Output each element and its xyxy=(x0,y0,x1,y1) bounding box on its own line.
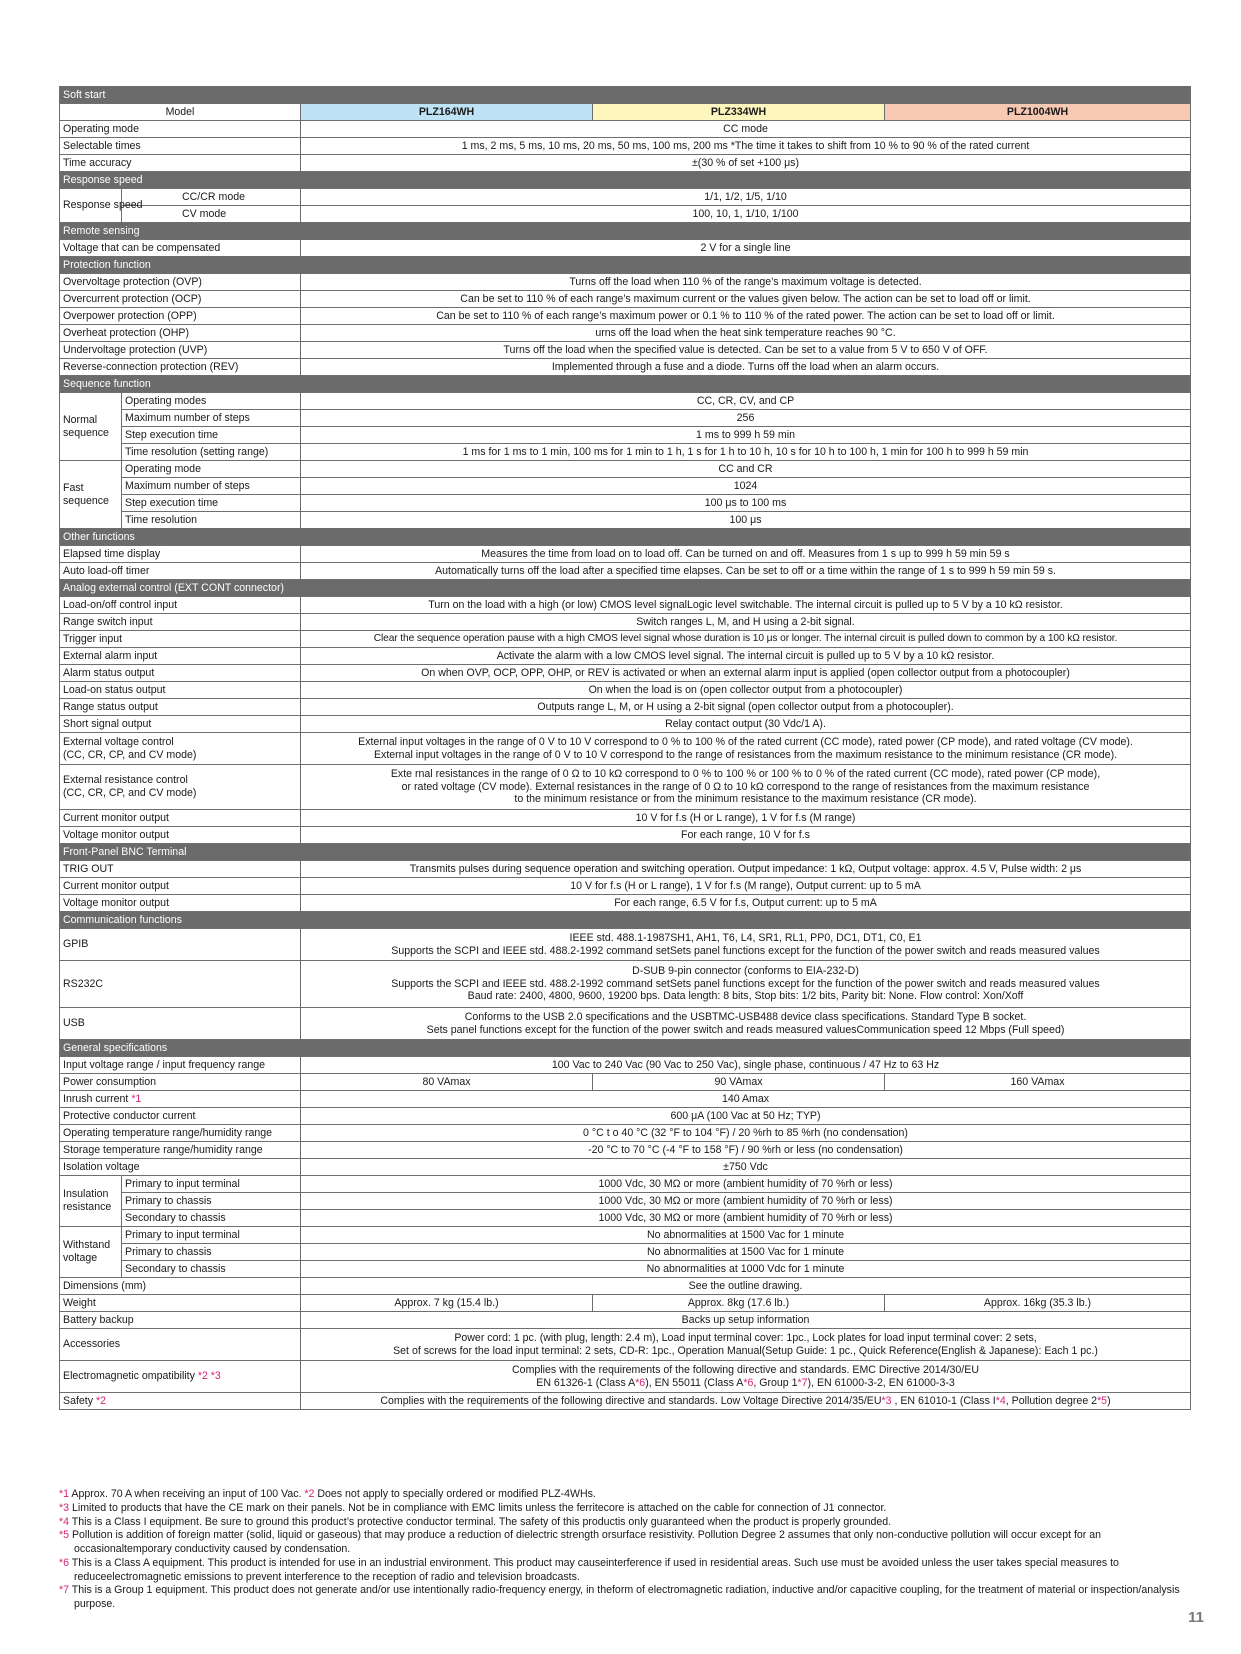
spec-row xyxy=(60,512,1191,529)
row-label: TRIG OUT xyxy=(60,861,301,878)
row-label: Elapsed time display xyxy=(60,546,301,563)
footnote xyxy=(59,1557,1190,1585)
spec-row xyxy=(60,648,1191,665)
row-value: Switch ranges L, M, and H using a 2-bit signal. xyxy=(301,614,1191,631)
row-value: Turns off the load when the specified value is detected. Can be set to a value from 5 V to 650 V of OFF. xyxy=(301,342,1191,359)
spec-row xyxy=(60,827,1191,844)
footnote-mark: *7 xyxy=(59,1584,70,1597)
row-label: Short signal output xyxy=(60,716,301,733)
footnote-mark: *2 *3 xyxy=(197,1370,221,1383)
section-title: Other functions xyxy=(60,529,1191,546)
footnote-text: Does not apply to specially ordered or modified PLZ-4WHs. xyxy=(314,1488,596,1500)
spec-row xyxy=(60,1227,1191,1244)
spec-row xyxy=(60,614,1191,631)
section-sequence xyxy=(60,376,1191,393)
row-value: Clear the sequence operation pause with a high CMOS level signal whose duration is 10 μs or longer. The internal circuit is pulled down to common by a 100 kΩ resistor. xyxy=(301,631,1191,648)
row-label: Primary to input terminal xyxy=(122,1176,301,1193)
row-value: 2 V for a single line xyxy=(301,240,1191,257)
row-value: 100 μs to 100 ms xyxy=(301,495,1191,512)
row-label: Step execution time xyxy=(122,427,301,444)
spec-row xyxy=(60,878,1191,895)
row-label: Accessories xyxy=(60,1329,301,1361)
row-value: 10 V for f.s (H or L range), 1 V for f.s (M range), Output current: up to 5 mA xyxy=(301,878,1191,895)
spec-row xyxy=(60,155,1191,172)
spec-row xyxy=(60,1091,1191,1108)
section-title: Response speed xyxy=(60,172,1191,189)
row-value: urns off the load when the heat sink temperature reaches 90 °C. xyxy=(301,325,1191,342)
row-value: Turn on the load with a high (or low) CMOS level signalLogic level switchable. The internal circuit is pulled up to 5 V by a 10 kΩ resistor. xyxy=(301,597,1191,614)
page-number: 11 xyxy=(1188,1609,1204,1626)
row-label: Trigger input xyxy=(60,631,301,648)
row-label: Dimensions (mm) xyxy=(60,1278,301,1295)
row-label: Alarm status output xyxy=(60,665,301,682)
spec-row xyxy=(60,274,1191,291)
value-plz334wh: Approx. 8kg (17.6 lb.) xyxy=(593,1295,885,1312)
section-bnc-terminal xyxy=(60,844,1191,861)
group-label: Response speed xyxy=(60,189,122,223)
row-label: Weight xyxy=(60,1295,301,1312)
spec-row xyxy=(60,1278,1191,1295)
row-value: For each range, 6.5 V for f.s, Output current: up to 5 mA xyxy=(301,895,1191,912)
row-value: CC, CR, CV, and CP xyxy=(301,393,1191,410)
row-value: 1024 xyxy=(301,478,1191,495)
label-line: (CC, CR, CP, and CV mode) xyxy=(63,787,197,799)
section-communication xyxy=(60,912,1191,929)
spec-row xyxy=(60,308,1191,325)
row-value: On when OVP, OCP, OPP, OHP, or REV is activated or when an external alarm input is applied (open collector output from a photocoupler) xyxy=(301,665,1191,682)
row-label: Overheat protection (OHP) xyxy=(60,325,301,342)
row-label xyxy=(122,189,301,206)
footnote-text: This is a Group 1 equipment. This product does not generate and/or use intentionally radio-frequency energy, in theform of electromagnetic radiation, inductive and/or capacitive coupling, for the treatment of material or inspection/analysis purpose. xyxy=(69,1584,1180,1611)
group-label: Normal sequence xyxy=(60,393,122,461)
row-label: USB xyxy=(60,1008,301,1040)
spec-row xyxy=(60,478,1191,495)
value-line: IEEE std. 488.1-1987SH1, AH1, T6, L4, SR1, RL1, PP0, DC1, DT1, C0, E1 xyxy=(569,931,922,944)
footnote-mark: *3 xyxy=(59,1501,70,1514)
spec-row xyxy=(60,495,1191,512)
spec-row xyxy=(60,929,1191,961)
footnote-mark: *1 xyxy=(59,1488,70,1500)
row-label: Primary to chassis xyxy=(122,1244,301,1261)
spec-row xyxy=(60,1108,1191,1125)
section-analog-control xyxy=(60,580,1191,597)
footnote-mark: *3 xyxy=(881,1394,892,1407)
value-line: Baud rate: 2400, 4800, 9600, 19200 bps. Data length: 8 bits, Stop bits: 1/2 bits, Parity bit: None. Flow control: Xon/Xoff xyxy=(467,990,1024,1003)
row-label: Voltage monitor output xyxy=(60,827,301,844)
value-line: Conforms to the USB 2.0 specifications and the USBTMC-USB488 device class specifications. Standard Type B socket. xyxy=(464,1010,1027,1023)
spec-row xyxy=(60,240,1191,257)
row-label: Voltage monitor output xyxy=(60,895,301,912)
row-value: CC mode xyxy=(301,121,1191,138)
section-soft-start xyxy=(60,87,1191,104)
row-value: Can be set to 110 % of each range’s maximum current or the values given below. The action can be set to load off or limit. xyxy=(301,291,1191,308)
value-text: , Group 1 xyxy=(753,1376,798,1389)
row-value xyxy=(301,1329,1191,1361)
spec-row xyxy=(60,895,1191,912)
row-label: Operating modes xyxy=(122,393,301,410)
row-value xyxy=(301,961,1191,1008)
row-value: 100 Vac to 240 Vac (90 Vac to 250 Vac), single phase, continuous / 47 Hz to 63 Hz xyxy=(301,1057,1191,1074)
row-label: Storage temperature range/humidity range xyxy=(60,1142,301,1159)
footnote xyxy=(59,1529,1190,1557)
row-value: On when the load is on (open collector output from a photocoupler) xyxy=(301,682,1191,699)
row-label: Load-on status output xyxy=(60,682,301,699)
row-value: 600 μA (100 Vac at 50 Hz; TYP) xyxy=(301,1108,1191,1125)
footnote-mark: *2 xyxy=(96,1394,107,1407)
row-label: Input voltage range / input frequency range xyxy=(60,1057,301,1074)
section-title: Communication functions xyxy=(60,912,1191,929)
spec-row xyxy=(60,546,1191,563)
row-value: 1 ms, 2 ms, 5 ms, 10 ms, 20 ms, 50 ms, 100 ms, 200 ms *The time it takes to shift from 10 % to 90 % of the rated current xyxy=(301,138,1191,155)
spec-row xyxy=(60,699,1191,716)
row-label xyxy=(60,1393,301,1410)
row-label: Power consumption xyxy=(60,1074,301,1091)
value-plz1004wh: Approx. 16kg (35.3 lb.) xyxy=(885,1295,1191,1312)
row-value: No abnormalities at 1500 Vac for 1 minute xyxy=(301,1227,1191,1244)
row-label xyxy=(60,765,301,810)
spec-row xyxy=(60,427,1191,444)
spec-row xyxy=(60,765,1191,810)
section-title: Soft start xyxy=(60,87,1191,104)
spec-row xyxy=(60,1074,1191,1091)
spec-row xyxy=(60,206,1191,223)
spec-row xyxy=(60,1295,1191,1312)
spec-row xyxy=(60,138,1191,155)
spec-row xyxy=(60,1261,1191,1278)
value-line: Supports the SCPI and IEEE std. 488.2-1992 command setSets panel functions except for the function of the power switch and reads measured values xyxy=(391,944,1100,957)
row-value: Activate the alarm with a low CMOS level signal. The internal circuit is pulled up to 5 V by a 10 kΩ resistor. xyxy=(301,648,1191,665)
row-value xyxy=(301,929,1191,961)
spec-row xyxy=(60,325,1191,342)
row-value: CC and CR xyxy=(301,461,1191,478)
row-label: Secondary to chassis xyxy=(122,1261,301,1278)
row-value: 1/1, 1/2, 1/5, 1/10 xyxy=(301,189,1191,206)
row-label: Overvoltage protection (OVP) xyxy=(60,274,301,291)
row-value: Relay contact output (30 Vdc/1 A). xyxy=(301,716,1191,733)
row-label: Maximum number of steps xyxy=(122,410,301,427)
row-label xyxy=(122,206,301,223)
row-value: Backs up setup information xyxy=(301,1312,1191,1329)
row-value: 1000 Vdc, 30 MΩ or more (ambient humidity of 70 %rh or less) xyxy=(301,1210,1191,1227)
row-label: Operating temperature range/humidity range xyxy=(60,1125,301,1142)
row-value: No abnormalities at 1000 Vdc for 1 minute xyxy=(301,1261,1191,1278)
spec-row xyxy=(60,1057,1191,1074)
row-label: Overpower protection (OPP) xyxy=(60,308,301,325)
row-value: 256 xyxy=(301,410,1191,427)
row-label: Time accuracy xyxy=(60,155,301,172)
spec-row xyxy=(60,563,1191,580)
value-text: Complies with the requirements of the following directive and standards. Low Voltage Directive 2014/35/EU xyxy=(380,1394,882,1407)
footnote-mark: *4 xyxy=(59,1515,70,1528)
spec-row xyxy=(60,121,1191,138)
row-value: 1000 Vdc, 30 MΩ or more (ambient humidity of 70 %rh or less) xyxy=(301,1193,1191,1210)
row-label: Range status output xyxy=(60,699,301,716)
footnote-text: Pollution is addition of foreign matter (solid, liquid or gaseous) that may produce a reduction of dielectric strength orsurface resistivity. Pollution Degree 2 assumes that only non-conductive pollution will occur except for an occasionaltemporary conductivity caused by condensation. xyxy=(69,1529,1102,1556)
spec-row xyxy=(60,1193,1191,1210)
spec-row xyxy=(60,665,1191,682)
row-label: Battery backup xyxy=(60,1312,301,1329)
value-text: , EN 61010-1 (Class I xyxy=(891,1394,996,1407)
row-value: For each range, 10 V for f.s xyxy=(301,827,1191,844)
value-text: ) xyxy=(1107,1394,1111,1407)
row-label: External alarm input xyxy=(60,648,301,665)
footnote-mark: *6 xyxy=(635,1376,646,1389)
model-plz1004wh: PLZ1004WH xyxy=(885,104,1191,121)
row-label: Primary to input terminal xyxy=(122,1227,301,1244)
label-line: External resistance control xyxy=(63,774,188,787)
value-plz334wh: 90 VAmax xyxy=(593,1074,885,1091)
row-value: Can be set to 110 % of each range’s maximum power or 0.1 % to 110 % of the rated power. The action can be set to load off or limit. xyxy=(301,308,1191,325)
section-title: Remote sensing xyxy=(60,223,1191,240)
label-text: Inrush current xyxy=(63,1092,129,1105)
value-plz164wh: 80 VAmax xyxy=(301,1074,593,1091)
row-value: No abnormalities at 1500 Vac for 1 minute xyxy=(301,1244,1191,1261)
value-line: Supports the SCPI and IEEE std. 488.2-1992 command setSets panel functions except for the function of the power switch and reads measured values xyxy=(391,977,1100,990)
row-label: Operating mode xyxy=(122,461,301,478)
value-line: Set of screws for the load input terminal: 2 sets, CD-R: 1pc., Operation Manual(Setup Guide: 1 pc., Quick Reference(English & Japanese): Each 1 pc.) xyxy=(393,1344,1098,1357)
footnote-mark: *5 xyxy=(59,1529,70,1542)
row-label: Reverse-connection protection (REV) xyxy=(60,359,301,376)
row-label: GPIB xyxy=(60,929,301,961)
group-label: Insulation resistance xyxy=(60,1176,122,1227)
row-label: Time resolution xyxy=(122,512,301,529)
row-value: Automatically turns off the load after a specified time elapses. Can be set to off or a time within the range of 1 s to 999 h 59 min 59 s. xyxy=(301,563,1191,580)
value-line: External input voltages in the range of 0 V to 10 V correspond to 0 % to 100 % of the rated current (CC mode), rated power (CP mode), and rated voltage (CV mode). xyxy=(358,735,1133,748)
section-title: Protection function xyxy=(60,257,1191,274)
footnote-text: This is a Class A equipment. This product is intended for use in an industrial environment. This product may causeinterference if used in residential areas. Such use must be avoided unless the user takes special measures to reduceelectromagnetic emissions to prevent interference to the reception of radio and television broadcasts. xyxy=(69,1556,1119,1583)
model-label: Model xyxy=(60,104,301,121)
row-label: Undervoltage protection (UVP) xyxy=(60,342,301,359)
spec-row xyxy=(60,461,1191,478)
row-value: 1000 Vdc, 30 MΩ or more (ambient humidity of 70 %rh or less) xyxy=(301,1176,1191,1193)
model-plz164wh: PLZ164WH xyxy=(301,104,593,121)
row-value xyxy=(301,733,1191,765)
section-response-speed xyxy=(60,172,1191,189)
model-plz334wh: PLZ334WH xyxy=(593,104,885,121)
section-title: Front-Panel BNC Terminal xyxy=(60,844,1191,861)
section-other-functions xyxy=(60,529,1191,546)
footnote-mark: *5 xyxy=(1097,1394,1108,1407)
footnote xyxy=(59,1488,1190,1502)
row-label: Current monitor output xyxy=(60,810,301,827)
footnote xyxy=(59,1502,1190,1516)
label-text: Safety xyxy=(63,1394,94,1407)
label-line: External voltage control xyxy=(63,735,174,748)
value-text: EN 61326-1 (Class A xyxy=(536,1376,636,1389)
row-value: Transmits pulses during sequence operation and switching operation. Output impedance: 1 kΩ, Output voltage: approx. 4.5 V, Pulse width: 2 μs xyxy=(301,861,1191,878)
group-label: Fast sequence xyxy=(60,461,122,529)
spec-row xyxy=(60,410,1191,427)
row-label xyxy=(60,733,301,765)
row-value: 0 °C t o 40 °C (32 °F to 104 °F) / 20 %rh to 85 %rh (no condensation) xyxy=(301,1125,1191,1142)
value-line: D-SUB 9-pin connector (conforms to EIA-232-D) xyxy=(632,964,859,977)
footnote-text: Limited to products that have the CE mark on their panels. Not be in compliance with EMC limits unless the ferritecore is attached on the cable for connection of J1 connector. xyxy=(69,1501,887,1514)
row-label: Load-on/off control input xyxy=(60,597,301,614)
footnotes xyxy=(59,1488,1190,1612)
value-line: Sets panel functions except for the function of the power switch and reads measured valuesCommunication speed 12 Mbps (Full speed) xyxy=(426,1023,1065,1036)
footnote-mark: *6 xyxy=(59,1556,70,1569)
row-value xyxy=(301,1361,1191,1393)
row-value: ±750 Vdc xyxy=(301,1159,1191,1176)
row-label: Protective conductor current xyxy=(60,1108,301,1125)
footnote xyxy=(59,1584,1190,1612)
section-protection xyxy=(60,257,1191,274)
spec-row xyxy=(60,1142,1191,1159)
value-plz1004wh: 160 VAmax xyxy=(885,1074,1191,1091)
footnote-mark: *4 xyxy=(995,1394,1006,1407)
section-title: Sequence function xyxy=(60,376,1191,393)
row-label: Primary to chassis xyxy=(122,1193,301,1210)
row-label: Step execution time xyxy=(122,495,301,512)
row-label: RS232C xyxy=(60,961,301,1008)
spec-row xyxy=(60,1125,1191,1142)
footnote-text: Approx. 70 A when receiving an input of 100 Vac. xyxy=(69,1488,305,1500)
spec-table xyxy=(59,86,1191,1410)
spec-row xyxy=(60,393,1191,410)
label-line: (CC, CR, CP, and CV mode) xyxy=(63,748,197,761)
row-label-text: CV mode xyxy=(182,207,227,220)
value-line: or rated voltage (CV mode). External resistances in the range of 0 Ω to 10 kΩ correspond to the range of resistances from the maximum resistance xyxy=(401,780,1090,793)
row-value: 10 V for f.s (H or L range), 1 V for f.s (M range) xyxy=(301,810,1191,827)
section-remote-sensing xyxy=(60,223,1191,240)
value-line: Exte rnal resistances in the range of 0 Ω to 10 kΩ correspond to 0 % to 100 % or 100 % to 0 % of the rated current (CC mode), rated power (CP mode), xyxy=(390,767,1101,780)
spec-row xyxy=(60,861,1191,878)
spec-row xyxy=(60,631,1191,648)
label-text: Electromagnetic ompatibility xyxy=(63,1370,195,1383)
row-value: 1 ms for 1 ms to 1 min, 100 ms for 1 min to 1 h, 1 s for 1 h to 10 h, 10 s for 10 h to 100 h, 1 min for 100 h to 999 h 59 min xyxy=(301,444,1191,461)
row-value: 1 ms to 999 h 59 min xyxy=(301,427,1191,444)
spec-row xyxy=(60,733,1191,765)
footnote xyxy=(59,1516,1190,1530)
spec-row xyxy=(60,1244,1191,1261)
row-label: Current monitor output xyxy=(60,878,301,895)
footnote-text: This is a Class I equipment. Be sure to ground this product’s protective conductor terminal. The safety of this productis only guaranteed when the product is properly grounded. xyxy=(69,1515,892,1528)
value-plz164wh: Approx. 7 kg (15.4 lb.) xyxy=(301,1295,593,1312)
spec-row xyxy=(60,291,1191,308)
section-title: General specifications xyxy=(60,1040,1191,1057)
value-line xyxy=(304,1377,1187,1390)
spec-row xyxy=(60,1329,1191,1361)
footnote-mark: *7 xyxy=(797,1376,808,1389)
value-text: ), EN 55011 (Class A xyxy=(645,1376,744,1389)
row-value: 140 Amax xyxy=(301,1091,1191,1108)
row-label: Operating mode xyxy=(60,121,301,138)
spec-row xyxy=(60,961,1191,1008)
footnote-mark: *1 xyxy=(131,1092,142,1105)
value-line: External input voltages in the range of 0 V to 10 V correspond to the range of resistances from the maximum resistance to the minimum resistance (CR mode). xyxy=(373,748,1118,761)
spec-row xyxy=(60,359,1191,376)
row-value: ±(30 % of set +100 μs) xyxy=(301,155,1191,172)
spec-row xyxy=(60,1312,1191,1329)
row-value: Implemented through a fuse and a diode. Turns off the load when an alarm occurs. xyxy=(301,359,1191,376)
spec-row xyxy=(60,716,1191,733)
row-label: Range switch input xyxy=(60,614,301,631)
footnote-mark: *2 xyxy=(304,1488,315,1500)
spec-row xyxy=(60,1008,1191,1040)
spec-row xyxy=(60,597,1191,614)
row-value: See the outline drawing. xyxy=(301,1278,1191,1295)
spec-row xyxy=(60,1361,1191,1393)
model-row xyxy=(60,104,1191,121)
spec-row xyxy=(60,1393,1191,1410)
row-label: Selectable times xyxy=(60,138,301,155)
value-text: , Pollution degree 2 xyxy=(1005,1394,1098,1407)
row-value: -20 °C to 70 °C (-4 °F to 158 °F) / 90 %rh or less (no condensation) xyxy=(301,1142,1191,1159)
value-line: to the minimum resistance or from the minimum resistance to the maximum resistance (CR mode). xyxy=(514,793,977,806)
value-line: Complies with the requirements of the following directive and standards. EMC Directive 2014/30/EU xyxy=(512,1363,979,1376)
row-value: Turns off the load when 110 % of the range’s maximum voltage is detected. xyxy=(301,274,1191,291)
spec-row xyxy=(60,342,1191,359)
row-label-text: CC/CR mode xyxy=(182,190,245,203)
value-text: ), EN 61000-3-2, EN 61000-3-3 xyxy=(807,1376,955,1389)
row-label: Isolation voltage xyxy=(60,1159,301,1176)
row-label: Auto load-off timer xyxy=(60,563,301,580)
row-value: 100 μs xyxy=(301,512,1191,529)
row-value xyxy=(301,1008,1191,1040)
section-general xyxy=(60,1040,1191,1057)
spec-row xyxy=(60,1210,1191,1227)
spec-row xyxy=(60,682,1191,699)
value-line: Power cord: 1 pc. (with plug, length: 2.4 m), Load input terminal cover: 1pc., Lock plates for load input terminal cover: 2 sets, xyxy=(454,1331,1037,1344)
row-value: Measures the time from load on to load off. Can be turned on and off. Measures from 1 s up to 999 h 59 min 59 s xyxy=(301,546,1191,563)
row-value: Outputs range L, M, or H using a 2-bit signal (open collector output from a photocoupler). xyxy=(301,699,1191,716)
spec-row xyxy=(60,1159,1191,1176)
row-label: Maximum number of steps xyxy=(122,478,301,495)
row-value: 100, 10, 1, 1/10, 1/100 xyxy=(301,206,1191,223)
group-label: Withstand voltage xyxy=(60,1227,122,1278)
row-label xyxy=(60,1361,301,1393)
section-title: Analog external control (EXT CONT connector) xyxy=(60,580,1191,597)
spec-row xyxy=(60,810,1191,827)
row-value xyxy=(301,1393,1191,1410)
spec-row xyxy=(60,1176,1191,1193)
footnote-mark: *6 xyxy=(743,1376,754,1389)
spec-row xyxy=(60,189,1191,206)
row-label xyxy=(60,1091,301,1108)
row-label: Overcurrent protection (OCP) xyxy=(60,291,301,308)
row-label: Voltage that can be compensated xyxy=(60,240,301,257)
spec-row xyxy=(60,444,1191,461)
row-label: Secondary to chassis xyxy=(122,1210,301,1227)
row-value xyxy=(301,765,1191,810)
row-label: Time resolution (setting range) xyxy=(122,444,301,461)
